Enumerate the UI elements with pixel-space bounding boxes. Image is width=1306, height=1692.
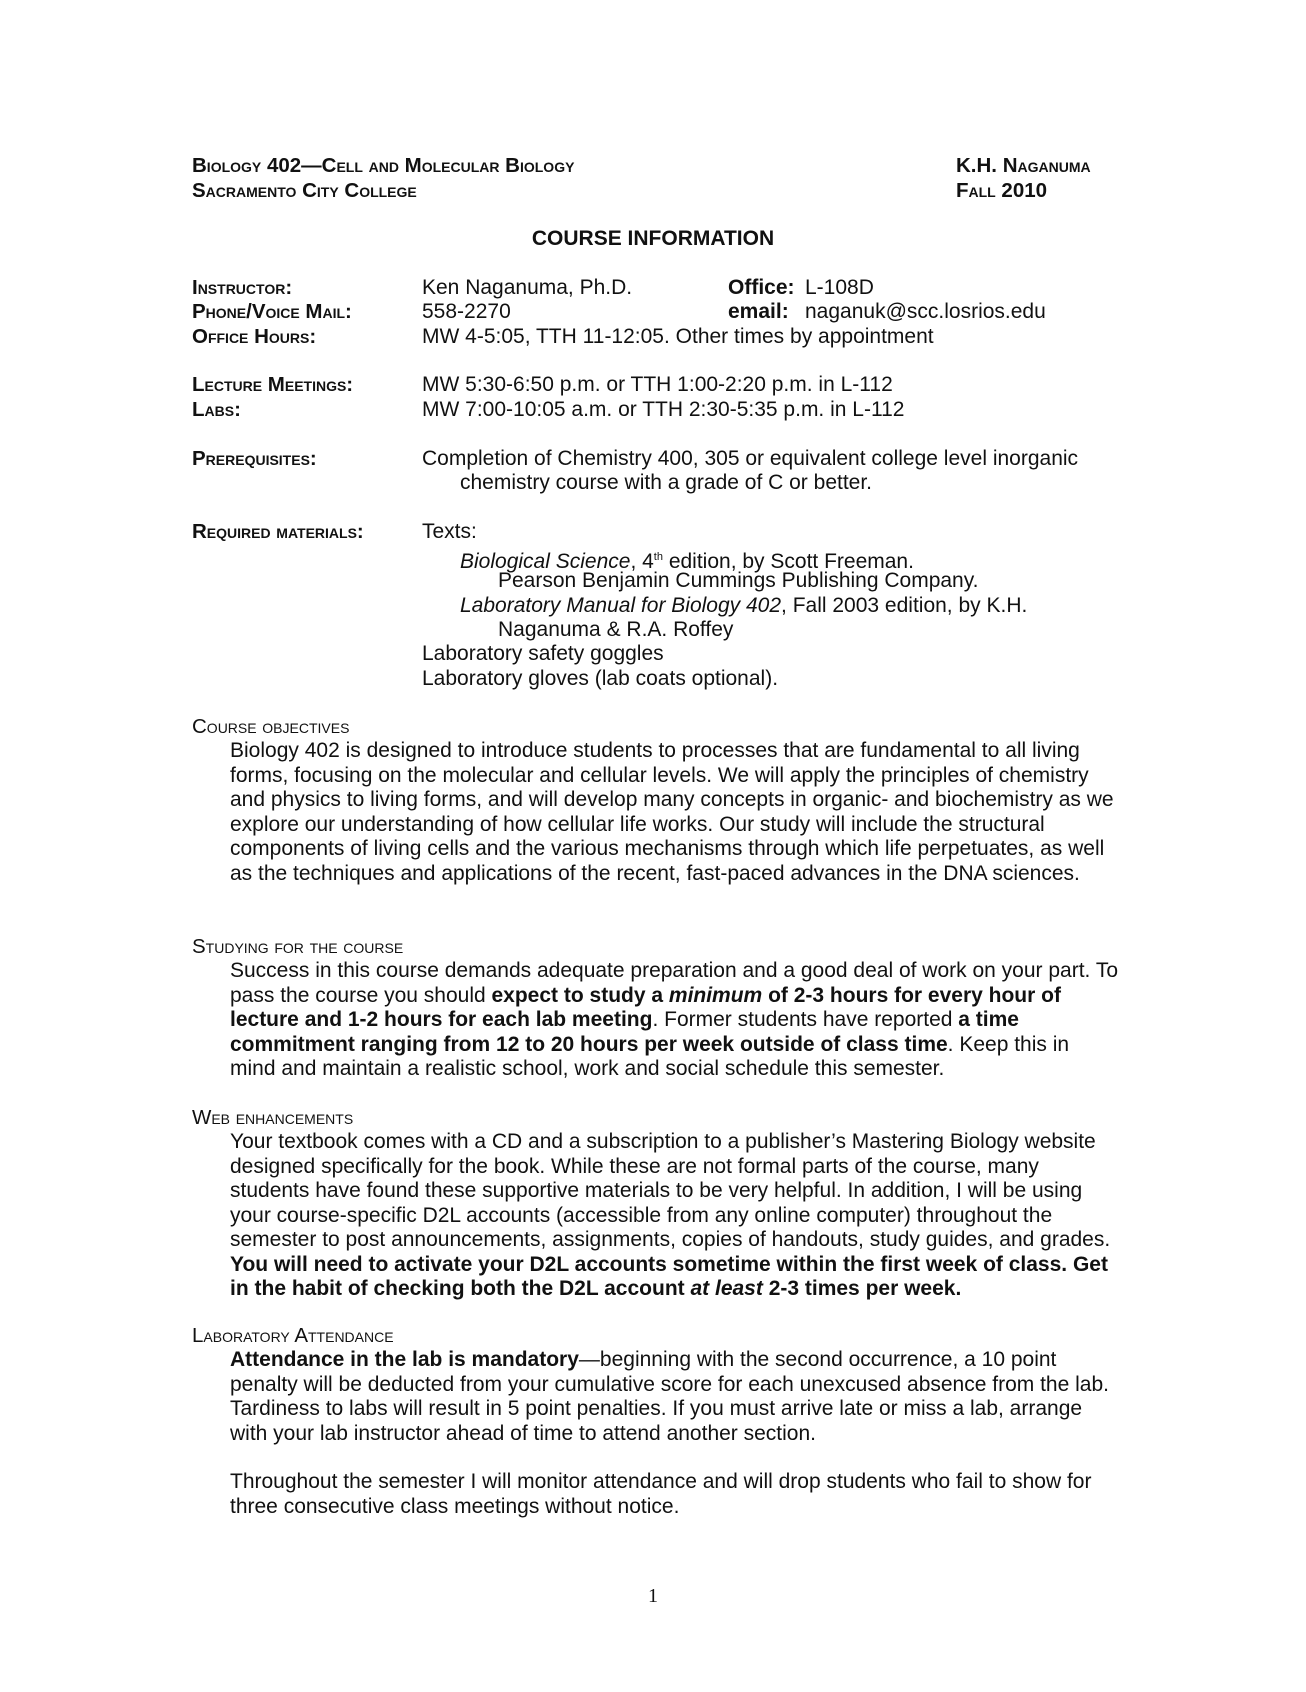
office-hours-value: MW 4-5:05, TTH 11-12:05. Other times by appointment	[422, 325, 934, 348]
text1-title: Biological Science	[460, 550, 631, 573]
text1-line: Biological Science, 4th edition, by Scott Freeman.	[460, 550, 914, 573]
instructor-label: Instructor:	[192, 276, 293, 299]
doc-title: COURSE INFORMATION	[531, 227, 775, 250]
phone-label: Phone/Voice Mail:	[192, 300, 352, 323]
email-label: email:	[728, 300, 789, 323]
office-value: L-108D	[805, 276, 874, 299]
studying-body: Success in this course demands adequate preparation and a good deal of work on your part. To pass the course you should expect to study a minimum of 2-3 hours for every hour of lecture and 1-2 hours for each lab meeting. Former students have reported a time commitment ranging from 12 to 20 hours per week outside of class time. Keep this in mind and maintain a realistic school, work and social schedule this semester.	[230, 959, 1119, 1080]
text2-title: Laboratory Manual for Biology 402	[460, 594, 782, 617]
prerequisites-line1: Completion of Chemistry 400, 305 or equivalent college level inorganic	[422, 447, 1079, 470]
course-title: Biology 402—Cell and Molecular Biology	[192, 154, 575, 177]
phone-value: 558-2270	[422, 300, 511, 323]
lecture-value: MW 5:30-6:50 p.m. or TTH 1:00-2:20 p.m. in L-112	[422, 373, 893, 396]
web-body: Your textbook comes with a CD and a subscription to a publisher’s Mastering Biology website designed specifically for the book. While these are not formal parts of the course, many students have found these supportive materials to be very helpful. In addition, I will be using your course-specific D2L accounts (accessible from any online computer) throughout the semester to post announcements, assignments, copies of handouts, study guides, and grades. You will need to activate your D2L accounts sometime within the first week of class. Get in the habit of checking both the D2L account at least 2-3 times per week.	[230, 1130, 1111, 1300]
prerequisites-label: Prerequisites:	[192, 447, 317, 470]
studying-heading: Studying for the course	[192, 935, 404, 958]
lab-heading: Laboratory Attendance	[192, 1324, 394, 1347]
text2-line: Laboratory Manual for Biology 402, Fall 2003 edition, by K.H.	[460, 594, 1028, 617]
lecture-label: Lecture Meetings:	[192, 373, 354, 396]
objectives-body: Biology 402 is designed to introduce students to processes that are fundamental to all living forms, focusing on the molecular and cellular levels. We will apply the principles of chemistry and physics to living forms, and will develop many concepts in organic- and biochemistry as we explore our understanding of how cellular life works. Our study will include the structural components of living cells and the various mechanisms through which life perpetuates, as well as the techniques and applications of the recent, fast-paced advances in the DNA sciences.	[230, 739, 1114, 885]
page-number: 1	[648, 1585, 658, 1607]
instructor-value: Ken Naganuma, Ph.D.	[422, 276, 633, 299]
term: Fall 2010	[956, 179, 1048, 202]
materials-label: Required materials:	[192, 520, 364, 543]
office-hours-label: Office Hours:	[192, 325, 317, 348]
college-name: Sacramento City College	[192, 179, 417, 202]
office-label: Office:	[728, 276, 795, 299]
text2-authors: Naganuma & R.A. Roffey	[498, 618, 734, 641]
lab-body: Attendance in the lab is mandatory—beginning with the second occurrence, a 10 point penalty will be deducted from your cumulative score for each unexcused absence from the lab. Tardiness to labs will result in 5 point penalties. If you must arrive late or miss a lab, arrange with your lab instructor ahead of time to attend another section.	[230, 1348, 1109, 1445]
goggles: Laboratory safety goggles	[422, 642, 664, 665]
lab-drop-policy: Throughout the semester I will monitor attendance and will drop students who fail to show for three consecutive class meetings without notice.	[230, 1470, 1092, 1518]
email-value: naganuk@scc.losrios.edu	[805, 300, 1046, 323]
texts-label: Texts:	[422, 520, 477, 543]
gloves: Laboratory gloves (lab coats optional).	[422, 667, 779, 690]
web-heading: Web enhancements	[192, 1106, 354, 1129]
labs-label: Labs:	[192, 398, 241, 421]
instructor-header: K.H. Naganuma	[956, 154, 1091, 177]
text1-publisher: Pearson Benjamin Cummings Publishing Company.	[498, 569, 979, 592]
prerequisites-line2: chemistry course with a grade of C or better.	[460, 471, 873, 494]
objectives-heading: Course objectives	[192, 715, 350, 738]
labs-value: MW 7:00-10:05 a.m. or TTH 2:30-5:35 p.m. in L-112	[422, 398, 905, 421]
